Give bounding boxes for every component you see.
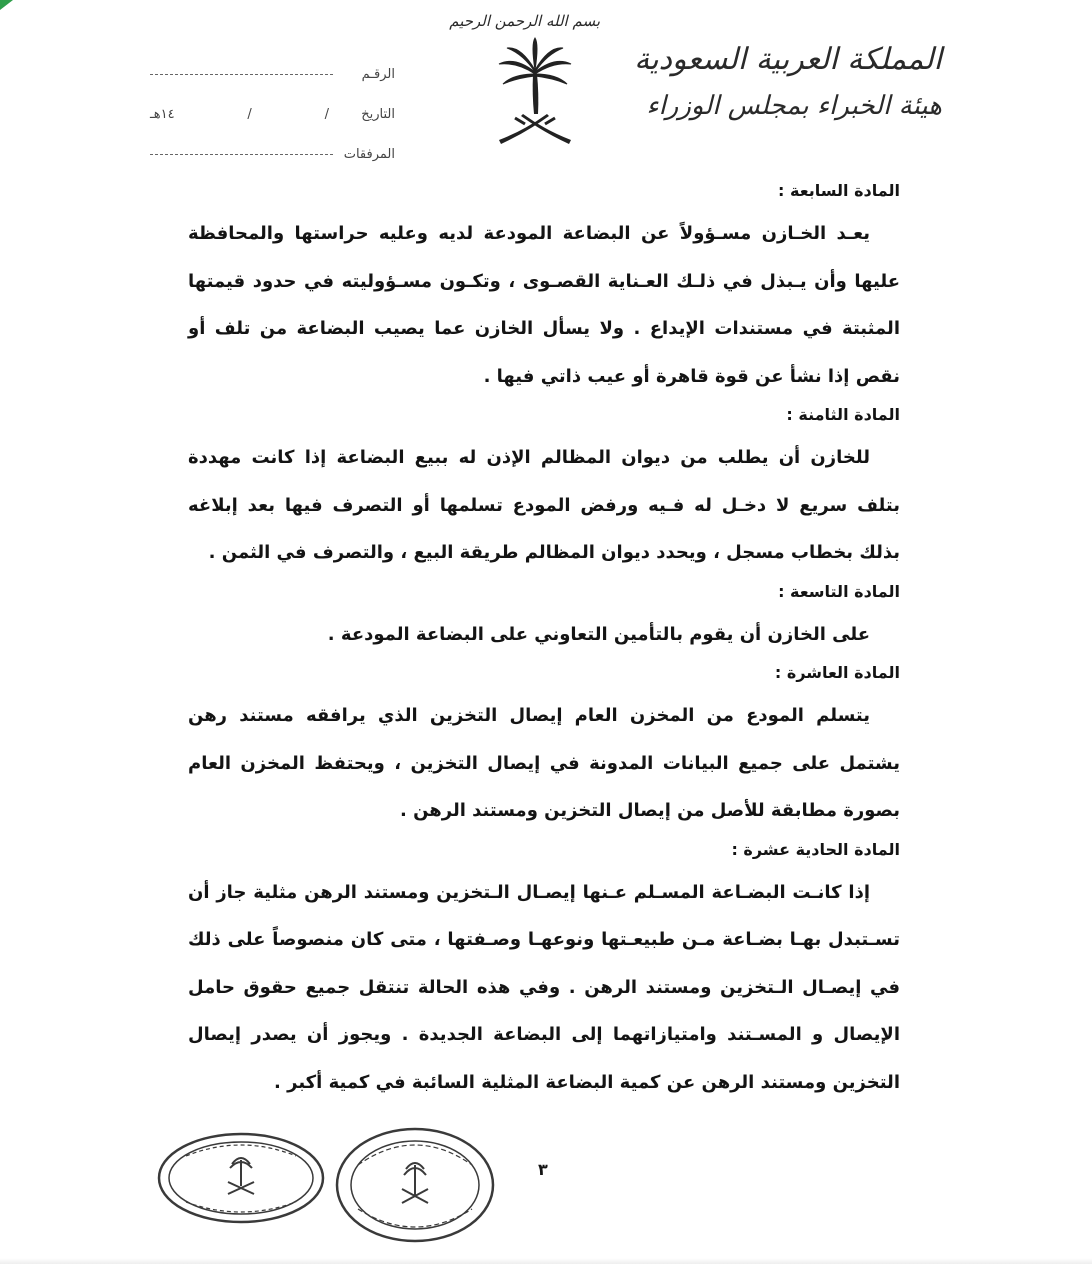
- article-text: يعـد الخـازن مسـؤولاً عن البضاعة المودعة لديه وعليه حراستها والمحافظة عليها وأن يـبذل في ذلـك العـناية القصـوى ، وتكـون مسـؤوليته في حدود قيمتها المثبتة في مستندات الإيداع . ولا يسأل الخازن عما يصيب البضاعة من تلف أو نقص إذا نشأ عن قوة قاهرة أو عيب ذاتي فيها .: [188, 223, 900, 387]
- date-separator: /: [247, 106, 252, 122]
- letterhead-center: [449, 12, 600, 146]
- council-seal-stamp: [330, 1125, 500, 1245]
- reference-number-row: [150, 54, 395, 94]
- page-number: ٣: [538, 1160, 548, 1179]
- article-text: للخازن أن يطلب من ديوان المظالم الإذن له ببيع البضاعة إذا كانت مهددة بتلف سريع لا دخـل له فـيه ورفض المودع تسلمها أو التصرف فيها بعد إبلاغه بذلك بخطاب مسجل ، ويحدد ديوان المظالم طريقة البيع ، والتصرف في الثمن .: [188, 447, 900, 563]
- authority-name: هيئة الخبراء بمجلس الوزراء: [646, 91, 942, 121]
- article-title: المادة الحادية عشرة :: [731, 839, 900, 859]
- date-year-suffix: ١٤هـ: [150, 106, 175, 122]
- article-text: إذا كانـت البضـاعة المسـلم عـنها إيصـال الـتخزين ومستند الرهن مثلية جاز أن تسـتبدل بهـا بضـاعة مـن طبيعـتها ونوعهـا وصـفتها ، متى كان منصوصاً على ذلك في إيصـال الـتخزين ومستند الرهن . وفي هذه الحالة تنتقل جميع حقوق حامل الإيصال و المسـتند وامتيازاتهما إلى البضاعة الجديدة . ويجوز أن يصدر إيصال التخزين ومستند الرهن عن كمية البضاعة المثلية السائبة في كمية أكبر .: [188, 881, 900, 1093]
- attachments-row: [150, 134, 395, 174]
- saudi-emblem-icon: [485, 34, 585, 146]
- date-row: [150, 94, 395, 134]
- attachments-label: المرفقات: [343, 146, 395, 162]
- date-separator: /: [324, 106, 329, 122]
- kingdom-name: المملكة العربية السعودية: [634, 42, 942, 77]
- attachments-line: [150, 154, 333, 155]
- page-bottom-edge: [0, 1258, 1092, 1264]
- article-text: على الخازن أن يقوم بالتأمين التعاوني على البضاعة المودعة .: [327, 623, 870, 645]
- date-slots: [150, 107, 337, 122]
- letterhead-meta: [150, 54, 395, 174]
- document-body: [188, 176, 900, 1106]
- reference-number-label: الرقـم: [361, 66, 395, 82]
- article-title: المادة العاشرة :: [774, 663, 900, 682]
- article-title: المادة التاسعة :: [778, 581, 900, 601]
- article-text: يتسلم المودع من المخزن العام إيصال التخزين الذي يرافقه مستند رهن يشتمل على جميع البيانات المدونة في إيصال التخزين ، ويحتفظ المخزن العام بصورة مطابقة للأصل من إيصال التخزين ومستند الرهن .: [188, 705, 900, 821]
- basmala-calligraphy: بسم الله الرحمن الرحيم: [449, 12, 600, 30]
- letterhead-right: [634, 40, 942, 126]
- date-label: التاريخ: [361, 106, 395, 122]
- article-title: المادة الثامنة :: [786, 405, 900, 424]
- article-title: المادة السابعة :: [778, 181, 900, 200]
- authority-seal-stamp: [156, 1130, 326, 1226]
- corner-mark: [0, 0, 14, 14]
- reference-number-line: [150, 74, 333, 75]
